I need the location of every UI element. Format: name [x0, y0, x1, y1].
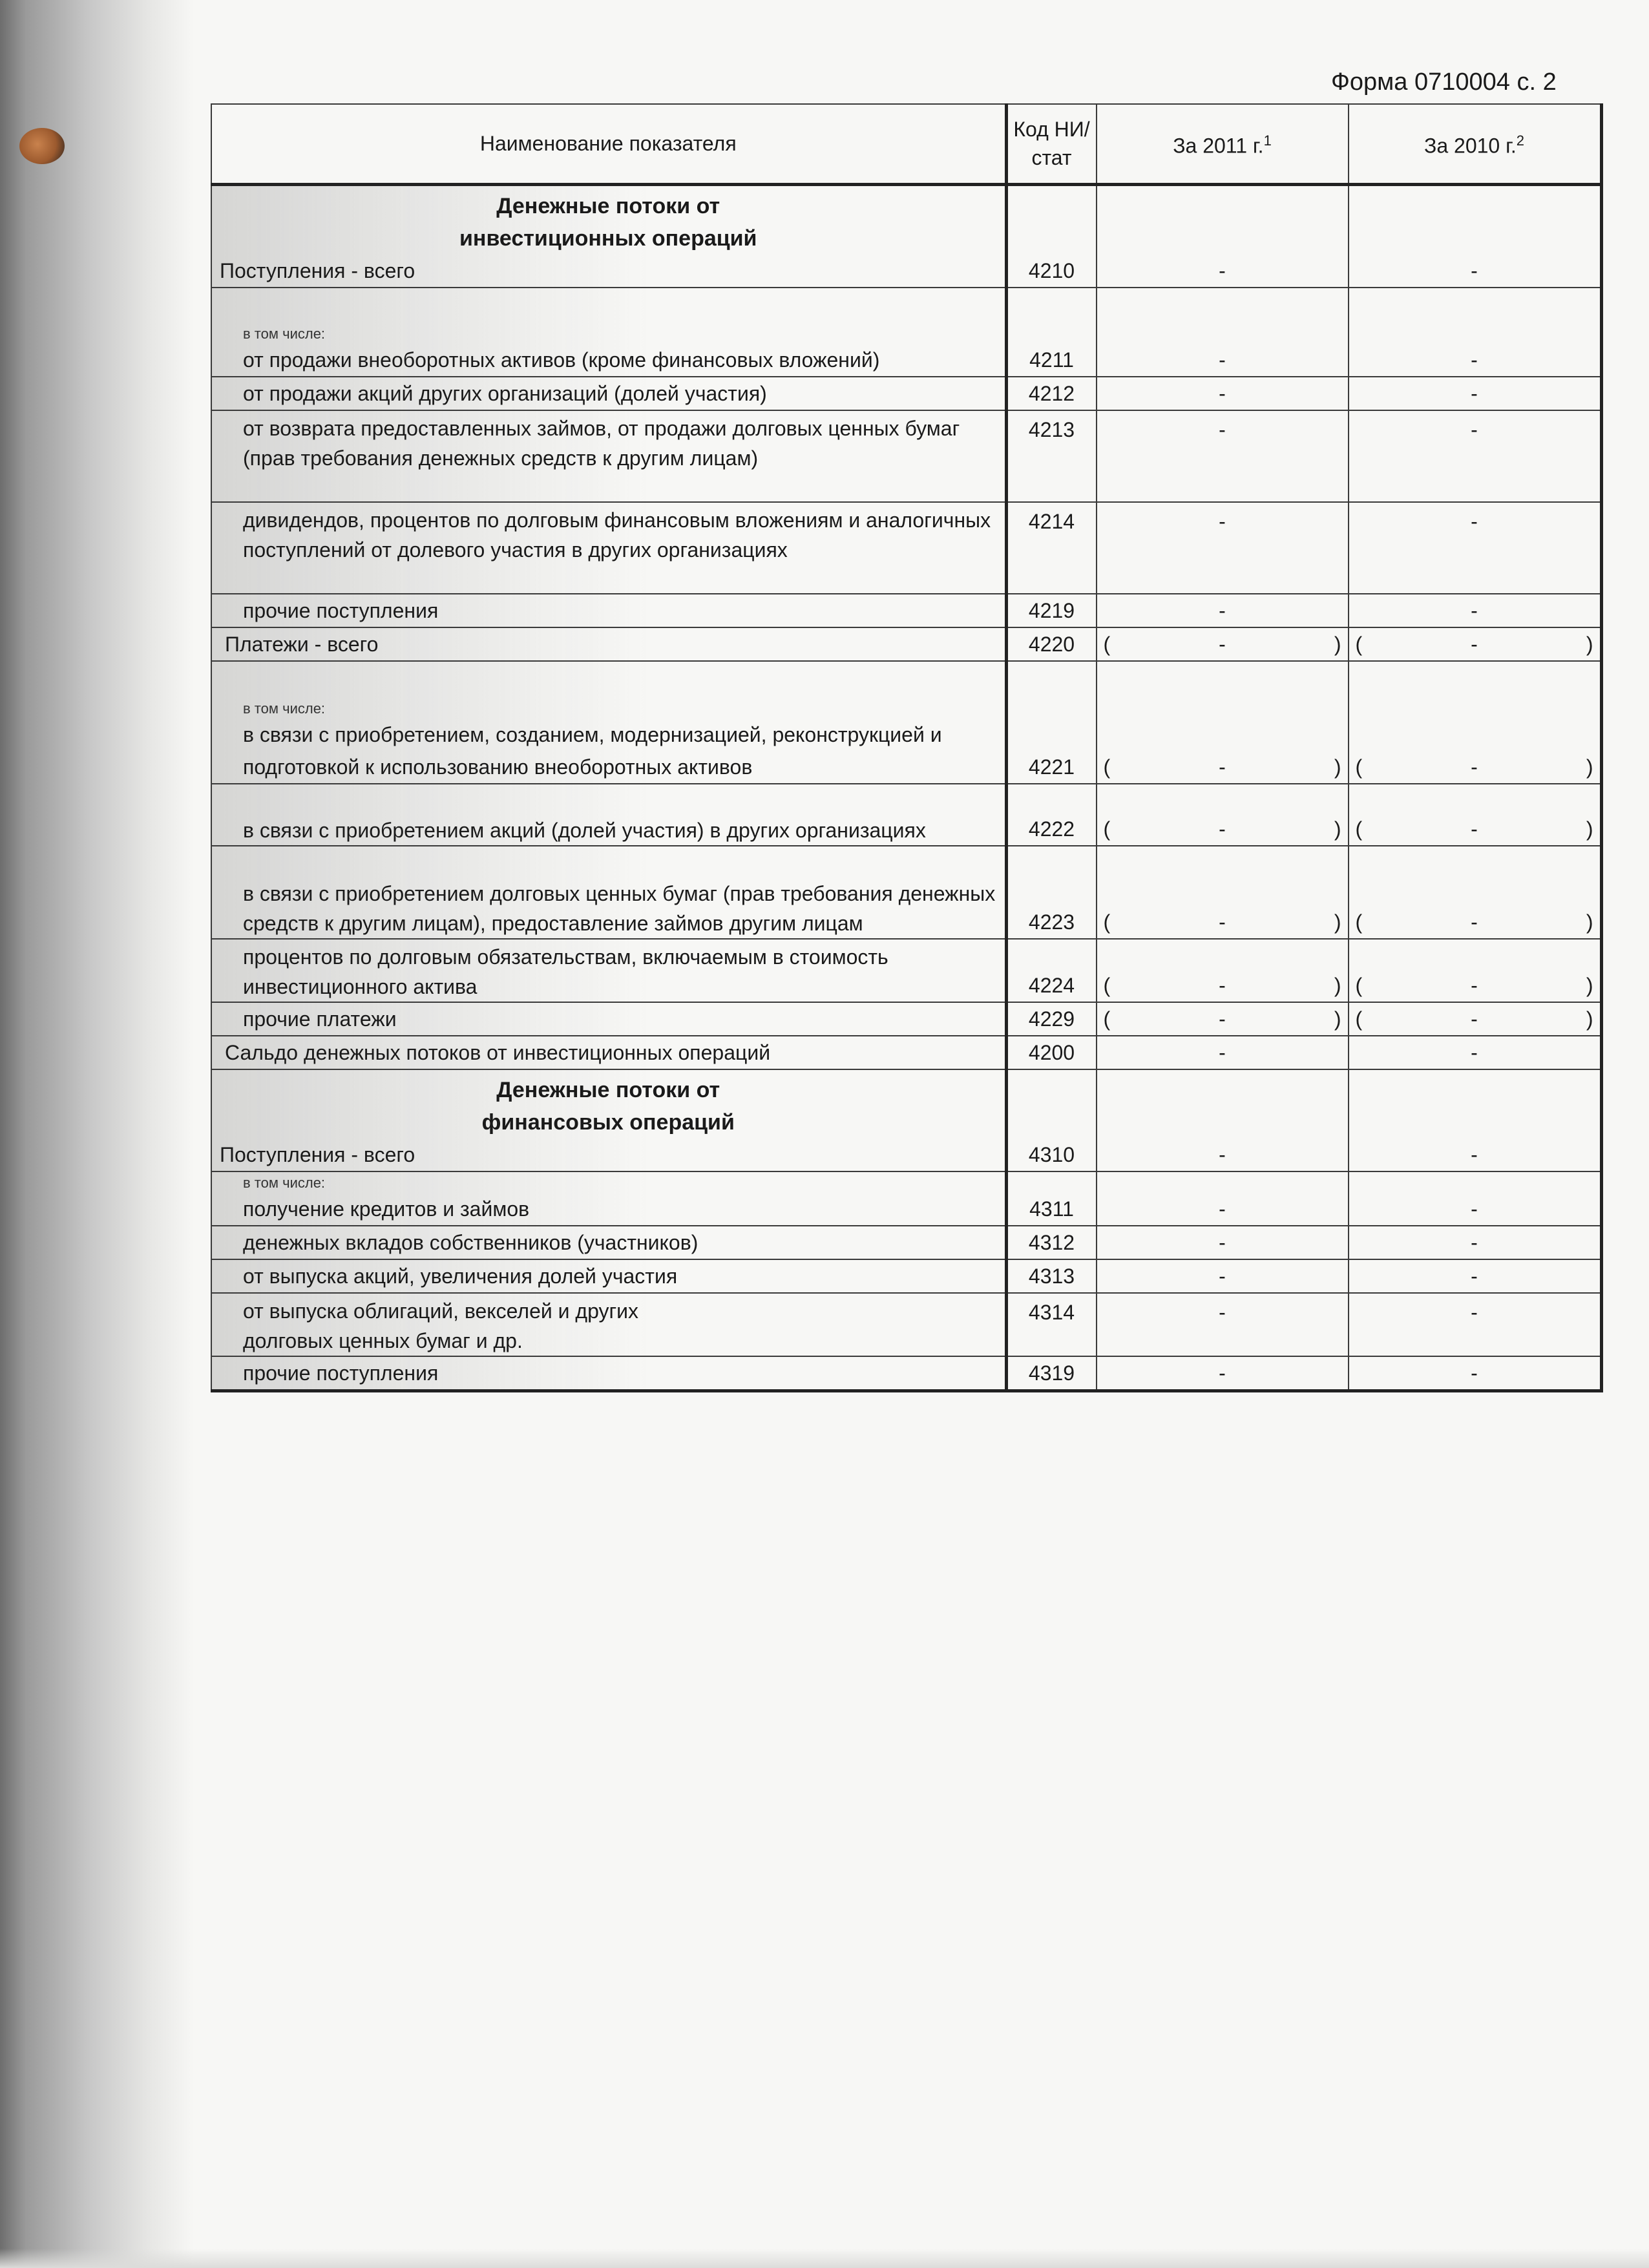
header-2010: За 2010 г.$^2$ [1349, 104, 1602, 184]
row-code: 4314 [1006, 1293, 1097, 1356]
table-row [211, 1293, 1601, 1356]
row-label: от возврата предоставленных займов, от продажи долговых ценных бумаг (прав требования денежных средств к другим лицам) [211, 410, 1006, 502]
row-label: Платежи - всего [211, 627, 1006, 661]
value-2010: - [1349, 502, 1602, 594]
value-2011: - [1097, 288, 1349, 377]
value-2011: - [1097, 410, 1349, 502]
value-2011: - [1097, 594, 1349, 627]
value-2010: - [1349, 1036, 1602, 1069]
table-row [211, 1002, 1601, 1036]
value-2011: - [1097, 184, 1349, 288]
row-label: от выпуска облигаций, векселей и других долговых ценных бумаг и др. [211, 1293, 1006, 1356]
table-row [211, 594, 1601, 627]
row-label: Сальдо денежных потоков от инвестиционных операций [211, 1036, 1006, 1069]
row-code: 4211 [1006, 288, 1097, 377]
scan-bottom-edge [0, 2249, 1649, 2268]
row-label: процентов по долговым обязательствам, включаемым в стоимость инвестиционного актива [211, 939, 1006, 1002]
table-row [211, 184, 1601, 288]
value-2010: - [1349, 1356, 1602, 1391]
row-label: прочие поступления [211, 1356, 1006, 1391]
table-row [211, 939, 1601, 1002]
table-row [211, 1356, 1601, 1391]
row-label: от продажи акций других организаций (долей участия) [211, 377, 1006, 410]
row-code: 4219 [1006, 594, 1097, 627]
value-2011: ( - ) [1097, 939, 1349, 1002]
section-fin-title: Денежные потоки от финансовых операций [481, 1077, 735, 1135]
row-code: 4319 [1006, 1356, 1097, 1391]
row-code: 4313 [1006, 1259, 1097, 1293]
value-2010: ( - ) [1349, 627, 1602, 661]
row-label: Поступления - всего [220, 1142, 415, 1166]
row-code: 4212 [1006, 377, 1097, 410]
value-2011: - [1097, 1356, 1349, 1391]
row-code: 4210 [1006, 184, 1097, 288]
table-row [211, 377, 1601, 410]
value-2010: - [1349, 288, 1602, 377]
value-2010: - [1349, 594, 1602, 627]
value-2010: - [1349, 1226, 1602, 1259]
row-code: 4220 [1006, 627, 1097, 661]
table-row [211, 661, 1601, 784]
table-row [211, 846, 1601, 939]
value-2011: ( - ) [1097, 784, 1349, 846]
cash-flow-table-page [211, 103, 1603, 1392]
value-2010: - [1349, 377, 1602, 410]
scan-stain [19, 128, 65, 164]
value-2010: ( - ) [1349, 939, 1602, 1002]
value-2010: ( - ) [1349, 1002, 1602, 1036]
value-2010: ( - ) [1349, 661, 1602, 784]
row-label: от выпуска акций, увеличения долей участия [211, 1259, 1006, 1293]
table-row [211, 1171, 1601, 1226]
value-2011: ( - ) [1097, 627, 1349, 661]
value-2011: ( - ) [1097, 1002, 1349, 1036]
scan-left-shadow [0, 0, 194, 2268]
row-code: 4224 [1006, 939, 1097, 1002]
table-row [211, 627, 1601, 661]
table-row [211, 784, 1601, 846]
row-code: 4213 [1006, 410, 1097, 502]
section-invest [211, 184, 1006, 288]
table-row [211, 288, 1601, 377]
section-fin [211, 1069, 1006, 1171]
value-2011: - [1097, 1069, 1349, 1171]
row-label: денежных вкладов собственников (участников) [211, 1226, 1006, 1259]
row-code: 4223 [1006, 846, 1097, 939]
row-code: 4222 [1006, 784, 1097, 846]
value-2011: - [1097, 1293, 1349, 1356]
row-label: прочие поступления [211, 594, 1006, 627]
value-2011: - [1097, 377, 1349, 410]
header-2011: За 2011 г.$^1$ [1097, 104, 1349, 184]
value-2010: - [1349, 1293, 1602, 1356]
row-4311-label: в том числе: получение кредитов и займов [211, 1171, 1006, 1226]
value-2011: - [1097, 502, 1349, 594]
table-header-row [211, 104, 1601, 184]
row-code: 4214 [1006, 502, 1097, 594]
table-row [211, 1259, 1601, 1293]
value-2011: ( - ) [1097, 846, 1349, 939]
table-row [211, 1226, 1601, 1259]
row-label: в связи с приобретением акций (долей участия) в других организациях [211, 784, 1006, 846]
row-label: прочие платежи [211, 1002, 1006, 1036]
value-2011: ( - ) [1097, 661, 1349, 784]
row-code: 4221 [1006, 661, 1097, 784]
value-2010: ( - ) [1349, 784, 1602, 846]
row-4221-label: в том числе: в связи с приобретением, созданием, модернизацией, реконструкцией и подготовкой к использованию внеоборотных активов [211, 661, 1006, 784]
row-label: в связи с приобретением долговых ценных бумаг (прав требования денежных средств к другим лицам), предоставление займов другим лицам [211, 846, 1006, 939]
value-2010: ( - ) [1349, 846, 1602, 939]
header-name: Наименование показателя [211, 104, 1006, 184]
value-2011: - [1097, 1259, 1349, 1293]
row-code: 4229 [1006, 1002, 1097, 1036]
row-label: Поступления - всего [220, 258, 415, 282]
value-2011: - [1097, 1171, 1349, 1226]
value-2010: - [1349, 410, 1602, 502]
row-code: 4311 [1006, 1171, 1097, 1226]
cash-flow-table [211, 103, 1603, 1392]
value-2011: - [1097, 1036, 1349, 1069]
table-row [211, 1069, 1601, 1171]
row-label: дивидендов, процентов по долговым финансовым вложениям и аналогичных поступлений от долевого участия в других организациях [211, 502, 1006, 594]
row-code: 4312 [1006, 1226, 1097, 1259]
value-2010: - [1349, 1259, 1602, 1293]
row-code: 4200 [1006, 1036, 1097, 1069]
form-number: Форма 0710004 с. 2 [1331, 68, 1557, 96]
table-row [211, 1036, 1601, 1069]
row-4211-label: в том числе: от продажи внеоборотных активов (кроме финансовых вложений) [211, 288, 1006, 377]
section-invest-title: Денежные потоки от инвестиционных операций [459, 193, 757, 251]
value-2010: - [1349, 1171, 1602, 1226]
value-2011: - [1097, 1226, 1349, 1259]
value-2010: - [1349, 184, 1602, 288]
value-2010: - [1349, 1069, 1602, 1171]
row-code: 4310 [1006, 1069, 1097, 1171]
table-row [211, 410, 1601, 502]
table-row [211, 502, 1601, 594]
header-code: Код НИ/ стат [1006, 104, 1097, 184]
